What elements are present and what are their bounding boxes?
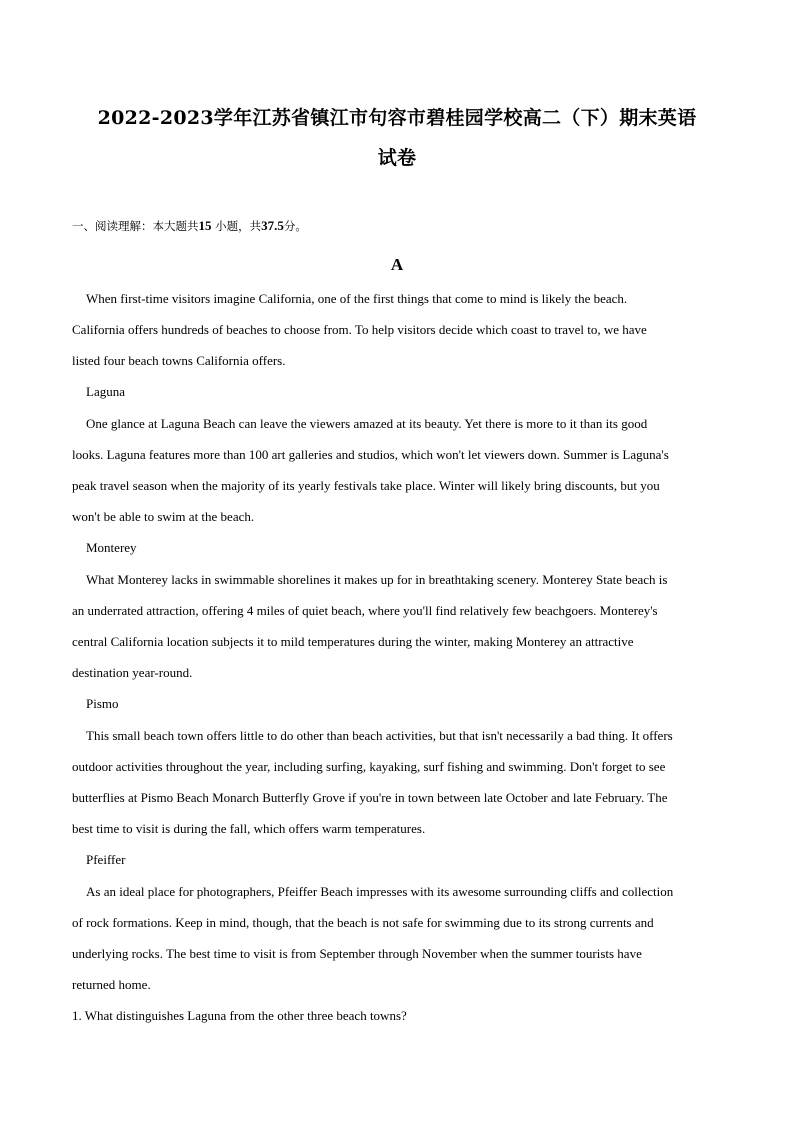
heading-monterey: Monterey xyxy=(86,540,137,555)
paragraph-intro-line-1: When first-time visitors imagine California, one of the first things that come to mind is likely the beach. xyxy=(86,291,628,306)
section-heading-mid: 小题，共 xyxy=(215,219,262,233)
document-title-line-1: 2022-2023学年江苏省镇江市句容市碧桂园学校高二（下）期末英语 xyxy=(97,107,697,129)
heading-pismo: Pismo xyxy=(86,696,119,711)
score-total: 37.5 xyxy=(261,218,284,233)
paragraph-pfeiffer-line-2: of rock formations. Keep in mind, though, that the beach is not safe for swimming due to its strong currents and xyxy=(72,915,654,930)
paragraph-monterey-line-3: central California location subjects it to mild temperatures during the winter, making Monterey an attractive xyxy=(72,634,634,649)
paragraph-monterey-line-2: an underrated attraction, offering 4 miles of quiet beach, where you'll find relatively few beachgoers. Monterey's xyxy=(72,603,658,618)
paragraph-intro-line-3: listed four beach towns California offers. xyxy=(72,353,286,368)
passage-letter: A xyxy=(390,255,404,274)
paragraph-pismo-line-4: best time to visit is during the fall, which offers warm temperatures. xyxy=(72,821,426,836)
paragraph-monterey-line-1: What Monterey lacks in swimmable shorelines it makes up for in breathtaking scenery. Monterey State beach is xyxy=(86,572,668,587)
paragraph-laguna-line-4: won't be able to swim at the beach. xyxy=(72,509,255,524)
paragraph-laguna-line-3: peak travel season when the majority of its yearly festivals take place. Winter will likely bring discounts, but you xyxy=(72,478,660,493)
paragraph-pfeiffer-line-3: underlying rocks. The best time to visit is from September through November when the summer tourists have xyxy=(72,946,642,961)
paragraph-pismo-line-1: This small beach town offers little to do other than beach activities, but that isn't necessarily a bad thing. It offers xyxy=(86,728,673,743)
document-title-line-2: 试卷 xyxy=(377,147,417,169)
paragraph-monterey-line-4: destination year-round. xyxy=(72,665,193,680)
paragraph-intro-line-2: California offers hundreds of beaches to choose from. To help visitors decide which coast to travel to, we have xyxy=(72,322,647,337)
paragraph-pismo-line-3: butterflies at Pismo Beach Monarch Butterfly Grove if you're in town between late October and late February. The xyxy=(72,790,668,805)
paragraph-laguna-line-1: One glance at Laguna Beach can leave the viewers amazed at its beauty. Yet there is more to it than its good xyxy=(86,416,648,431)
section-heading-prefix: 一、阅读理解：本大题共 xyxy=(72,219,199,233)
heading-laguna: Laguna xyxy=(86,384,125,399)
paragraph-pfeiffer-line-4: returned home. xyxy=(72,977,151,992)
question-1: 1. What distinguishes Laguna from the other three beach towns? xyxy=(72,1008,407,1023)
question-count: 15 xyxy=(198,218,212,233)
paragraph-laguna-line-2: looks. Laguna features more than 100 art galleries and studios, which won't let viewers down. Summer is Laguna's xyxy=(72,447,669,462)
paragraph-pfeiffer-line-1: As an ideal place for photographers, Pfeiffer Beach impresses with its awesome surrounding cliffs and collection xyxy=(86,884,674,899)
section-heading-suffix: 分。 xyxy=(283,219,307,233)
paragraph-pismo-line-2: outdoor activities throughout the year, including surfing, kayaking, surf fishing and swimming. Don't forget to see xyxy=(72,759,666,774)
heading-pfeiffer: Pfeiffer xyxy=(86,852,126,867)
section-heading xyxy=(72,216,307,236)
